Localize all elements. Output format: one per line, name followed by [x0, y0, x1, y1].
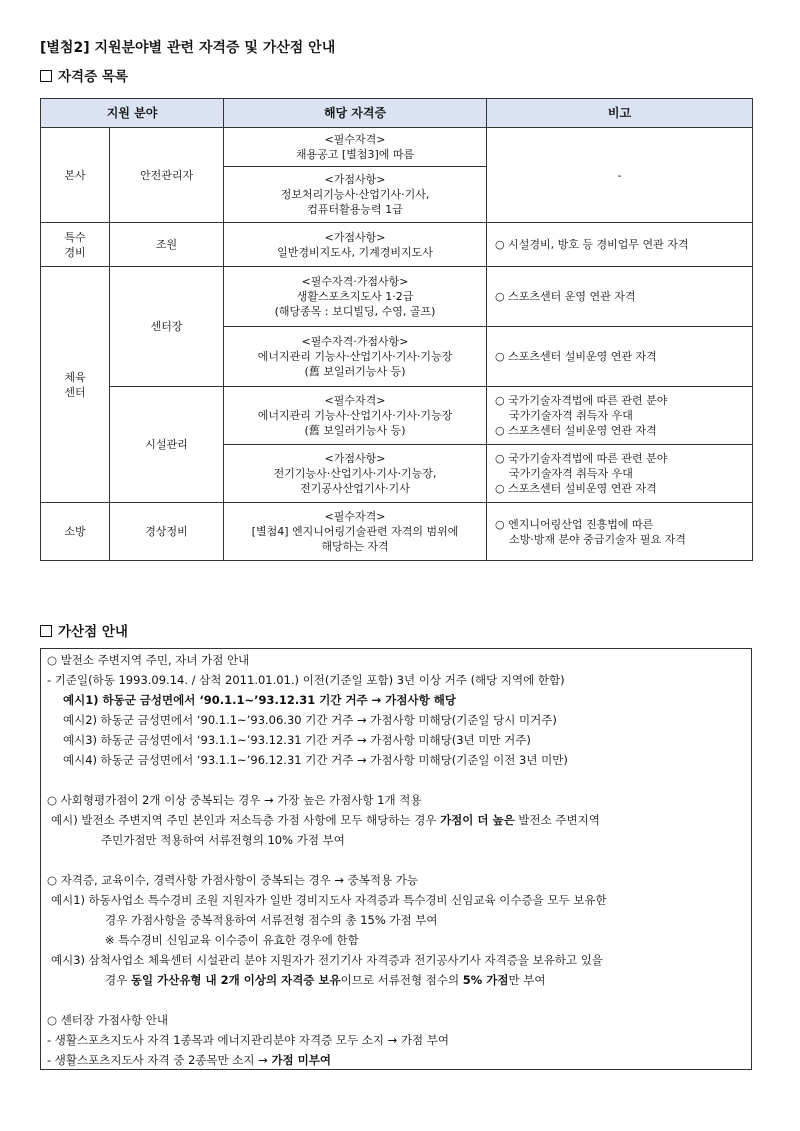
- qualification-cell: <필수자격> 채용공고 [별첨3]에 따름: [224, 128, 487, 167]
- guide-line: - 생활스포츠지도사 자격 1종목과 에너지관리분야 자격증 모두 소지 → 가점 부여: [47, 1033, 450, 1047]
- guide-line: ○ 발전소 주변지역 주민, 자녀 가점 안내: [47, 653, 250, 667]
- role-cell: 경상정비: [110, 503, 224, 561]
- role-cell: 센터장: [110, 267, 224, 387]
- table-row: [41, 223, 753, 267]
- qualification-cell: <필수자격> 에너지관리 기능사·산업기사·기사·기능장 (舊 보일러기능사 등): [224, 387, 487, 445]
- guide-line: 예시4) 하동군 금성면에서 ‘93.1.1~’96.12.31 기간 거주 → 가점사항 미해당(기준일 이전 3년 미만): [63, 753, 568, 767]
- guide-line: 예시1) 하동사업소 특수경비 조원 지원자가 일반 경비지도사 자격증과 특수경비 신임교육 이수증을 모두 보유한: [51, 893, 607, 907]
- guide-line: 경우 가점사항을 중복적용하여 서류전형 점수의 총 15% 가점 부여: [105, 913, 438, 927]
- square-bullet-icon: [40, 70, 52, 82]
- note-cell: ○ 시설경비, 방호 등 경비업무 연관 자격: [487, 223, 753, 267]
- page-title: [별첨2] 지원분야별 관련 자격증 및 가산점 안내: [40, 40, 336, 56]
- role-cell: 안전관리자: [110, 128, 224, 223]
- header-note: 비고: [487, 99, 753, 128]
- dept-cell: 소방: [41, 503, 110, 561]
- note-cell: ○ 국가기술자격법에 따른 관련 분야 국가기술자격 취득자 우대 ○ 스포츠센터 설비운영 연관 자격: [487, 445, 753, 503]
- guide-line: ※ 특수경비 신임교육 이수증이 유효한 경우에 한함: [105, 933, 359, 947]
- table-row: [41, 387, 753, 445]
- table-header-row: [41, 99, 753, 128]
- qualification-cell: <필수자격·가점사항> 생활스포츠지도사 1·2급 (해당종목 : 보디빌딩, 수영, 골프): [224, 267, 487, 327]
- note-cell: ○ 스포츠센터 설비운영 연관 자격: [487, 327, 753, 387]
- guide-line: ○ 자격증, 교육이수, 경력사항 가점사항이 중복되는 경우 → 중복적용 가능: [47, 873, 418, 887]
- table-row: [41, 128, 753, 167]
- guide-line: - 기준일(하동 1993.09.14. / 삼척 2011.01.01.) 이전(기준일 포함) 3년 이상 거주 (해당 지역에 한함): [47, 673, 565, 687]
- note-cell: -: [487, 128, 753, 223]
- qualification-cell: <가점사항> 전기기능사·산업기사·기사·기능장, 전기공사산업기사·기사: [224, 445, 487, 503]
- guide-line: 예시3) 삼척사업소 체육센터 시설관리 분야 지원자가 전기기사 자격증과 전기공사기사 자격증을 보유하고 있을: [51, 953, 603, 967]
- guide-line: 주민가점만 적용하여 서류전형의 10% 가점 부여: [101, 833, 345, 847]
- header-field: 지원 분야: [41, 99, 224, 128]
- role-cell: 조원: [110, 223, 224, 267]
- guide-line: ○ 사회형평가점이 2개 이상 중복되는 경우 → 가장 높은 가점사항 1개 적용: [47, 793, 422, 807]
- guide-line: 예시1) 하동군 금성면에서 ‘90.1.1~’93.12.31 기간 거주 → 가점사항 해당: [63, 693, 456, 707]
- square-bullet-icon: [40, 625, 52, 637]
- note-cell: ○ 국가기술자격법에 따른 관련 분야 국가기술자격 취득자 우대 ○ 스포츠센터 설비운영 연관 자격: [487, 387, 753, 445]
- guide-line: 예시2) 하동군 금성면에서 ‘90.1.1~’93.06.30 기간 거주 → 가점사항 미해당(기준일 당시 미거주): [63, 713, 557, 727]
- header-qualification: 해당 자격증: [224, 99, 487, 128]
- guide-line: ○ 센터장 가점사항 안내: [47, 1013, 168, 1027]
- note-cell: ○ 스포츠센터 운영 연관 자격: [487, 267, 753, 327]
- table-row: [41, 503, 753, 561]
- note-cell: ○ 엔지니어링산업 진흥법에 따른 소방·방재 분야 중급기술자 필요 자격: [487, 503, 753, 561]
- bonus-guide-box: [40, 648, 752, 1070]
- qualification-cell: <필수자격> [별첨4] 엔지니어링기술관련 자격의 범위에 해당하는 자격: [224, 503, 487, 561]
- qualification-cell: <가점사항> 정보처리기능사·산업기사·기사, 컴퓨터활용능력 1급: [224, 167, 487, 223]
- qualification-cell: <필수자격·가점사항> 에너지관리 기능사·산업기사·기사·기능장 (舊 보일러기능사 등): [224, 327, 487, 387]
- dept-cell: 본사: [41, 128, 110, 223]
- guide-line: 예시) 발전소 주변지역 주민 본인과 저소득층 가점 사항에 모두 해당하는 경우 가점이 더 높은 발전소 주변지역: [51, 813, 600, 827]
- certificate-table: [40, 98, 753, 561]
- guide-line: 경우 동일 가산유형 내 2개 이상의 자격증 보유이므로 서류전형 점수의 5% 가점만 부여: [105, 973, 546, 987]
- role-cell: 시설관리: [110, 387, 224, 503]
- guide-line: 예시3) 하동군 금성면에서 ‘93.1.1~’93.12.31 기간 거주 → 가점사항 미해당(3년 미만 거주): [63, 733, 531, 747]
- dept-cell: 체육 센터: [41, 267, 110, 503]
- qualification-cell: <가점사항> 일반경비지도사, 기계경비지도사: [224, 223, 487, 267]
- guide-line: - 생활스포츠지도사 자격 중 2종목만 소지 → 가점 미부여: [47, 1053, 331, 1067]
- dept-cell: 특수 경비: [41, 223, 110, 267]
- section-cert-list-heading: 자격증 목록: [40, 65, 128, 85]
- table-row: [41, 267, 753, 327]
- section-bonus-guide-heading: 가산점 안내: [40, 620, 128, 640]
